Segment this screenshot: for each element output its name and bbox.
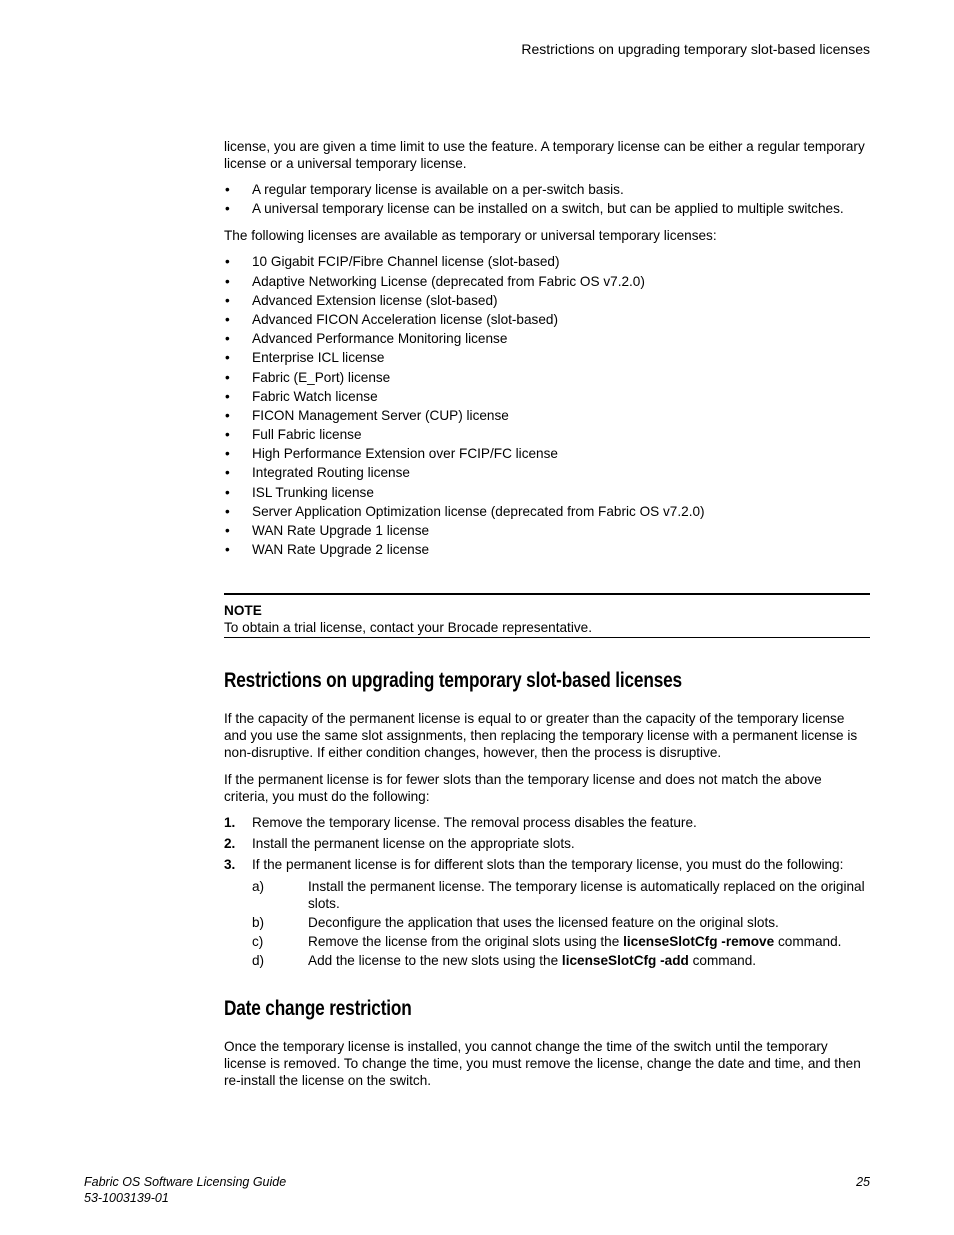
license-type-list xyxy=(224,181,870,219)
list-item: • Server Application Optimization license (deprecated from Fabric OS v7.2.0) xyxy=(224,503,870,522)
note-text: To obtain a trial license, contact your Brocade representative. xyxy=(224,620,592,636)
substep-item xyxy=(252,914,870,931)
list-item: • WAN Rate Upgrade 1 license xyxy=(224,522,870,541)
step-item xyxy=(224,814,870,831)
command-name: licenseSlotCfg -add xyxy=(561,953,689,969)
page-body xyxy=(224,138,870,1089)
list-item: • A regular temporary license is available on a per-switch basis. xyxy=(224,181,870,200)
list-item: • Adaptive Networking License (deprecated from Fabric OS v7.2.0) xyxy=(224,273,870,292)
substep-item xyxy=(252,878,870,912)
substep-text-pre: Add the license to the new slots using the xyxy=(308,953,562,969)
restrictions-paragraph-2: If the permanent license is for fewer slots than the temporary license and does not match the above criteria, you must do the following: xyxy=(224,772,822,805)
step-item xyxy=(224,835,870,852)
licenses-intro-paragraph: The following licenses are available as temporary or universal temporary licenses: xyxy=(224,228,717,244)
restrictions-paragraph-1: If the capacity of the permanent license is equal to or greater than the capacity of the temporary license and you use the same slot assignments, then replacing the temporary license with a permanent license is non-disruptive. If either condition changes, however, then the process is disruptive. xyxy=(224,711,858,761)
substep-label: d) xyxy=(252,953,265,969)
list-item: • Fabric (E_Port) license xyxy=(224,369,870,388)
substep-text-pre: Remove the license from the original slots using the xyxy=(308,934,624,950)
substep-label: c) xyxy=(252,934,264,950)
substeps xyxy=(252,878,870,969)
list-item: • ISL Trunking license xyxy=(224,484,870,503)
section-heading-restrictions: Restrictions on upgrading temporary slot-based licenses xyxy=(224,669,682,693)
note-box xyxy=(224,593,870,638)
list-item: • Advanced FICON Acceleration license (slot-based) xyxy=(224,311,870,330)
substep-text-post: command. xyxy=(774,934,842,950)
list-item: • Enterprise ICL license xyxy=(224,349,870,368)
intro-paragraph: license, you are given a time limit to use the feature. A temporary license can be either a regular temporary license or a universal temporary license. xyxy=(224,139,865,171)
date-change-paragraph: Once the temporary license is installed, you cannot change the time of the switch until the temporary license is removed. To change the time, you must remove the license, change the date and time, and then re-install the license on the switch. xyxy=(224,1039,861,1089)
list-item: • Advanced Performance Monitoring license xyxy=(224,330,870,349)
running-header: Restrictions on upgrading temporary slot-based licenses xyxy=(521,41,870,57)
step-number: 2. xyxy=(224,836,236,852)
step-text: Remove the temporary license. The removal process disables the feature. xyxy=(252,815,697,831)
substep-text: Deconfigure the application that uses the licensed feature on the original slots. xyxy=(308,915,779,931)
substep-item xyxy=(252,933,870,950)
substep-label: a) xyxy=(252,879,265,895)
list-item: • FICON Management Server (CUP) license xyxy=(224,407,870,426)
footer-document-info xyxy=(84,1174,286,1206)
procedure-steps xyxy=(224,814,870,969)
list-item: • Full Fabric license xyxy=(224,426,870,445)
page-number: 25 xyxy=(856,1175,870,1189)
step-number: 1. xyxy=(224,815,236,831)
list-item: • Fabric Watch license xyxy=(224,388,870,407)
document-number: 53-1003139-01 xyxy=(84,1191,169,1205)
step-item xyxy=(224,856,870,969)
step-number: 3. xyxy=(224,857,236,873)
step-text: Install the permanent license on the appropriate slots. xyxy=(252,836,575,852)
list-item: • High Performance Extension over FCIP/FC license xyxy=(224,445,870,464)
command-name: licenseSlotCfg -remove xyxy=(623,934,775,950)
substep-text: Install the permanent license. The temporary license is automatically replaced on the original slots. xyxy=(308,879,865,912)
substep-label: b) xyxy=(252,915,265,931)
note-label: NOTE xyxy=(224,603,262,619)
substep-text-post: command. xyxy=(688,953,757,969)
temporary-license-list xyxy=(224,253,870,560)
substep-item xyxy=(252,952,870,969)
list-item: • Integrated Routing license xyxy=(224,464,870,483)
section-heading-date-change: Date change restriction xyxy=(224,997,412,1021)
step-text: If the permanent license is for different slots than the temporary license, you must do the following: xyxy=(252,857,844,873)
list-item: • Advanced Extension license (slot-based) xyxy=(224,292,870,311)
list-item: • WAN Rate Upgrade 2 license xyxy=(224,541,870,560)
list-item: • 10 Gigabit FCIP/Fibre Channel license (slot-based) xyxy=(224,253,870,272)
guide-title: Fabric OS Software Licensing Guide xyxy=(84,1175,287,1189)
list-item: • A universal temporary license can be installed on a switch, but can be applied to multiple switches. xyxy=(224,200,870,219)
